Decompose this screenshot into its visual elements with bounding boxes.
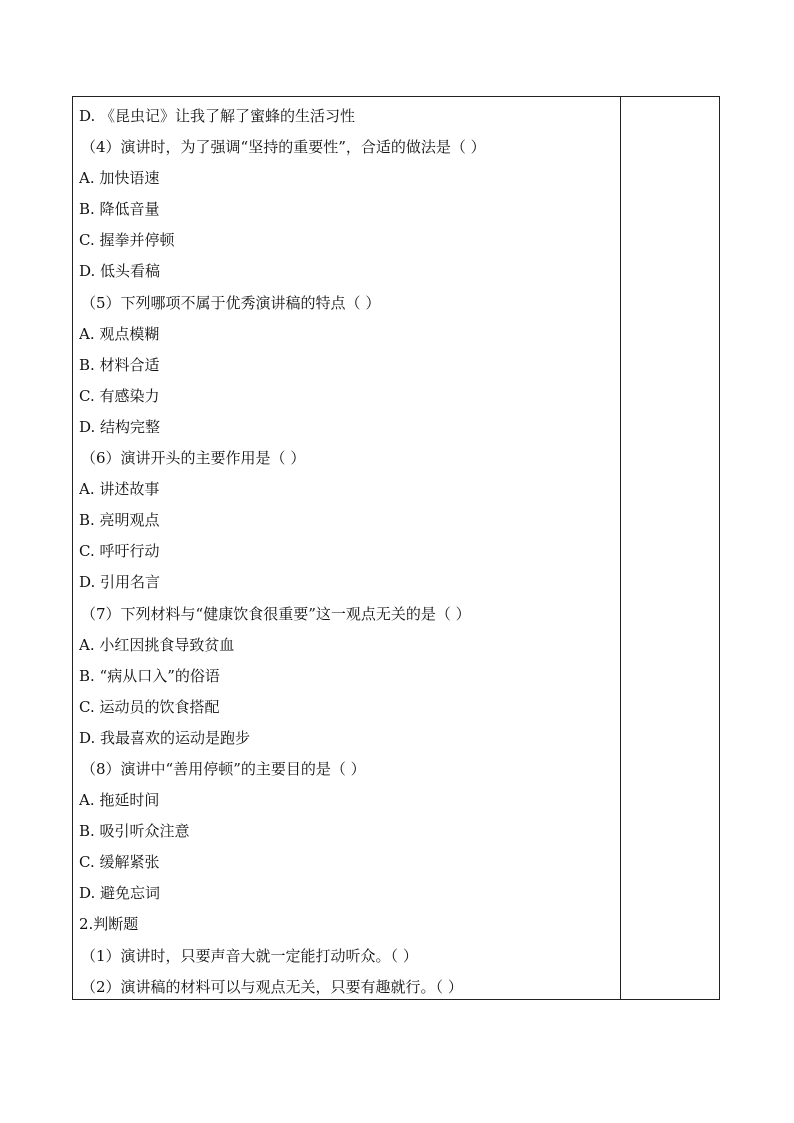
option-line: A. 拖延时间 xyxy=(79,791,160,810)
question-line: （7）下列材料与“健康饮食很重要”这一观点无关的是（ ） xyxy=(81,604,471,623)
question-line: （5）下列哪项不属于优秀演讲稿的特点（ ） xyxy=(81,293,381,312)
section-heading: 2.判断题 xyxy=(79,915,139,934)
option-line: A. 讲述故事 xyxy=(79,480,160,499)
question-column xyxy=(73,97,621,999)
option-line: A. 加快语速 xyxy=(79,169,160,188)
notes-column xyxy=(621,97,719,999)
option-line: C. 握拳并停顿 xyxy=(79,231,175,250)
option-line: D. 《昆虫记》让我了解了蜜蜂的生活习性 xyxy=(79,107,356,125)
option-line: C. 运动员的饮食搭配 xyxy=(79,697,220,716)
option-line: B. 亮明观点 xyxy=(79,511,160,530)
question-line: （6）演讲开头的主要作用是（ ） xyxy=(81,449,306,468)
option-line: B. 材料合适 xyxy=(79,355,160,374)
option-line: A. 观点模糊 xyxy=(79,324,160,343)
worksheet-table xyxy=(72,96,720,1000)
question-line: （2）演讲稿的材料可以与观点无关，只要有趣就行。（ ） xyxy=(81,977,463,996)
option-line: D. 我最喜欢的运动是跑步 xyxy=(79,728,251,747)
option-line: B. 吸引听众注意 xyxy=(79,822,190,841)
option-line: D. 结构完整 xyxy=(79,417,161,436)
option-line: D. 避免忘词 xyxy=(79,884,161,903)
option-line: B. “病从口入”的俗语 xyxy=(79,666,220,685)
option-line: D. 低头看稿 xyxy=(79,262,161,281)
question-line: （8）演讲中“善用停顿”的主要目的是（ ） xyxy=(81,759,366,778)
option-line: C. 有感染力 xyxy=(79,386,160,405)
option-line: C. 呼吁行动 xyxy=(79,542,160,561)
option-line: D. 引用名言 xyxy=(79,573,161,592)
option-line: B. 降低音量 xyxy=(79,200,160,219)
question-line: （1）演讲时，只要声音大就一定能打动听众。（ ） xyxy=(81,946,418,965)
option-line: A. 小红因挑食导致贫血 xyxy=(79,635,235,654)
option-line: C. 缓解紧张 xyxy=(79,853,160,872)
question-line: （4）演讲时，为了强调“坚持的重要性”，合适的做法是（ ） xyxy=(81,138,486,157)
